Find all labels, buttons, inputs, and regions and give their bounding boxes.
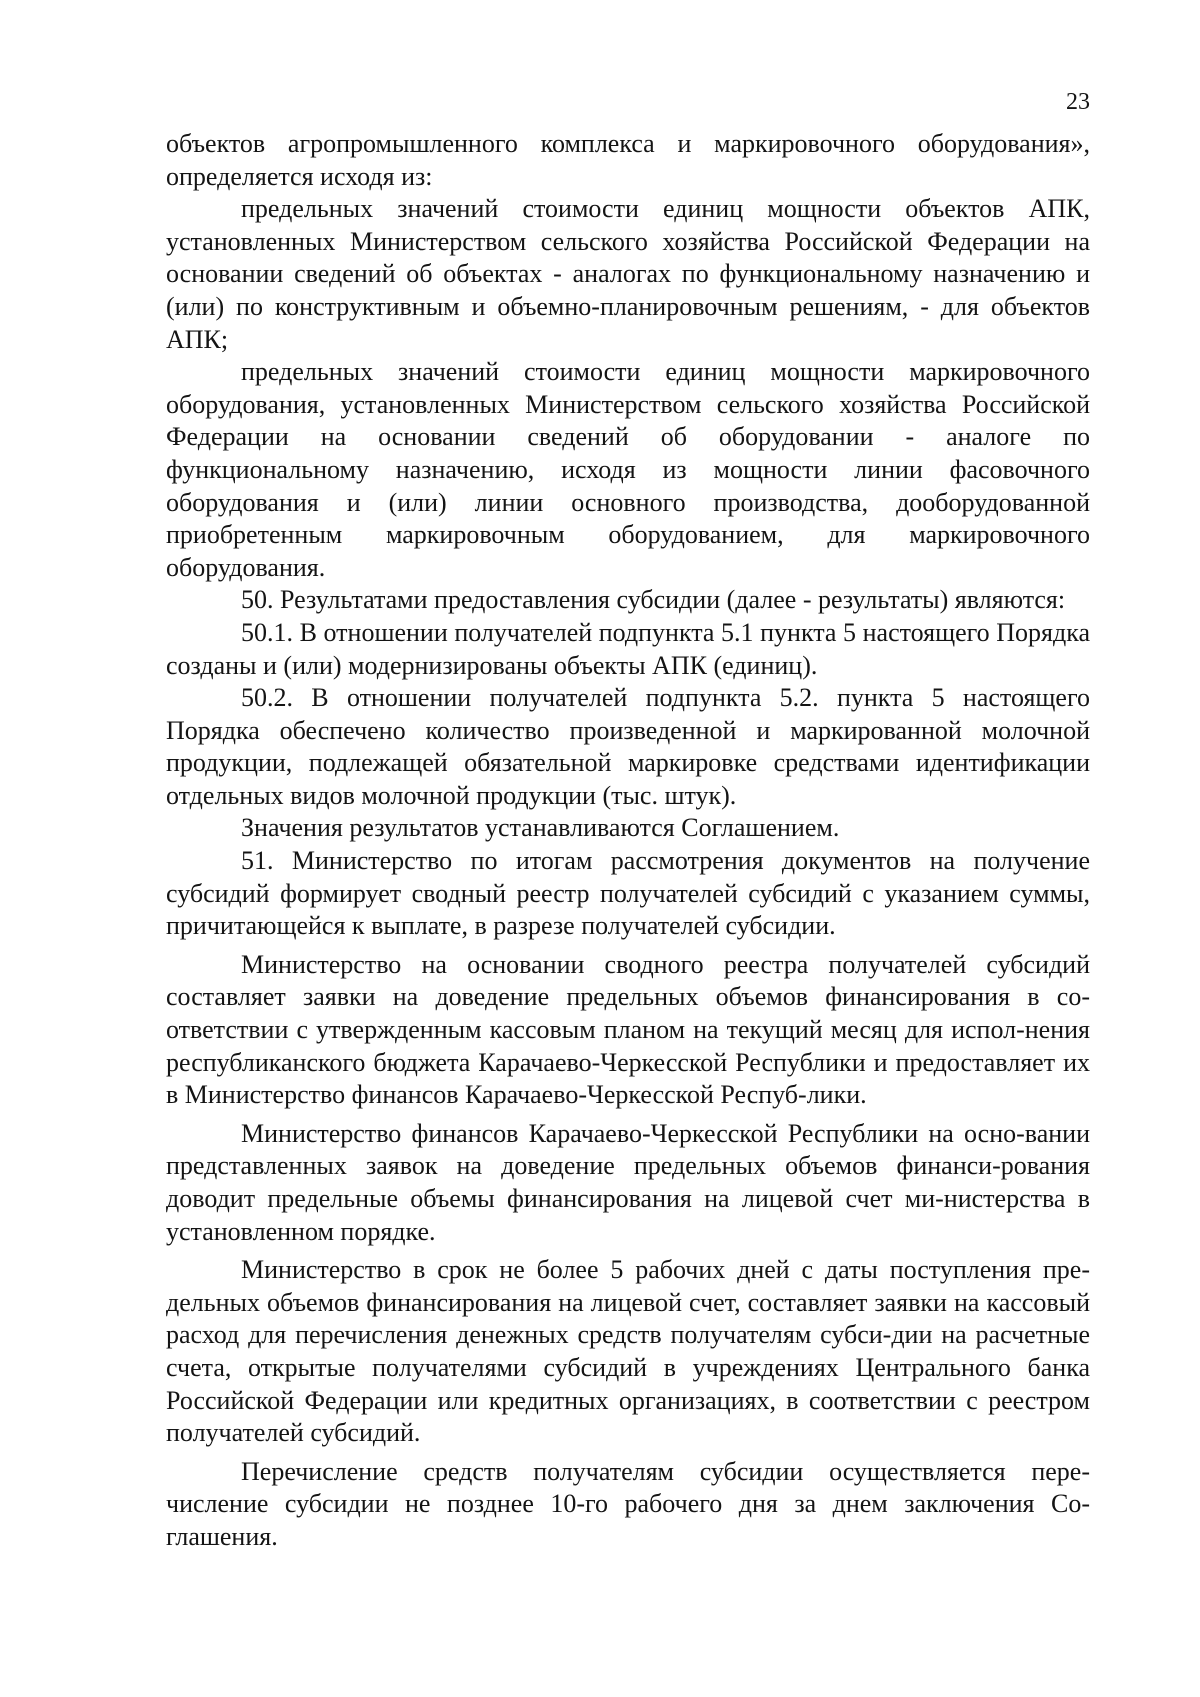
paragraph-item-50-1: 50.1. В отношении получателей подпункта 5.1 пункта 5 настоящего Порядка созданы и (или) модернизированы объекты АПК (единиц). (166, 617, 1090, 680)
paragraph-results-values: Значения результатов устанавливаются Соглашением. (241, 813, 840, 843)
paragraph-item-50-2: 50.2. В отношении получателей подпункта 5.2. пункта 5 настоящего Порядка обеспечено количество произведенной и маркированной молочной продукции, подлежащей обязательной маркировке средствами идентификации отдельных видов молочной продукции (тыс. штук). (166, 683, 1090, 810)
document-body (166, 128, 1090, 1554)
page-number: 23 (1066, 89, 1090, 115)
paragraph-item-50: 50. Результатами предоставления субсидии (далее - результаты) являются: (241, 585, 1066, 615)
paragraph-funding-requests: Министерство на основании сводного реестра получателей субсидий составляет заявки на доведение предельных объемов финансирования в со-ответствии с утвержденным кассовым планом на текущий месяц для испол-нения республиканского бюджета Карачаево-Черкесской Республики и предоставляет их в Министерство финансов Карачаево-Черкесской Респуб-лики. (166, 949, 1090, 1110)
paragraph-marking-equipment-cost-limits: предельных значений стоимости единиц мощности маркировочного оборудования, установленных Министерством сельского хозяйства Российской Федерации на основании сведений об оборудовании - аналоге по функциональному назначению, исходя из мощности линии фасовочного оборудования и (или) линии основного производства, дооборудованной приобретенным маркировочным оборудованием, для маркировочного оборудования. (166, 357, 1090, 582)
paragraph-ministry-of-finance: Министерство финансов Карачаево-Черкесской Республики на осно-вании представленных заявок на доведение предельных объемов финанси-рования доводит предельные объемы финансирования на лицевой счет ми-нистерства в установленном порядке. (166, 1118, 1090, 1246)
paragraph-cash-expense-requests: Министерство в срок не более 5 рабочих дней с даты поступления пре-дельных объемов финансирования на лицевой счет, составляет заявки на кассовый расход для перечисления денежных средств получателям субси-дии на расчетные счета, открытые получателями субсидий в учреждениях Центрального банка Российской Федерации или кредитных организациях, в соответствии с реестром получателей субсидий. (166, 1255, 1090, 1448)
paragraph-item-51: 51. Министерство по итогам рассмотрения документов на получение субсидий формирует сводный реестр получателей субсидий с указанием суммы, причитающейся к выплате, в разрезе получателей субсидии. (166, 846, 1090, 941)
paragraph-continuation: объектов агропромышленного комплекса и маркировочного оборудования», определяется исходя из: (166, 129, 1090, 191)
paragraph-transfer-deadline: Перечисление средств получателям субсидии осуществляется пере-числение субсидии не позднее 10-го рабочего дня за днем заключения Со-глашения. (166, 1456, 1090, 1551)
paragraph-apk-cost-limits: предельных значений стоимости единиц мощности объектов АПК, установленных Министерством сельского хозяйства Российской Федерации на основании сведений об объектах - аналогах по функциональному назначению и (или) по конструктивным и объемно-планировочным решениям, - для объектов АПК; (166, 194, 1090, 354)
